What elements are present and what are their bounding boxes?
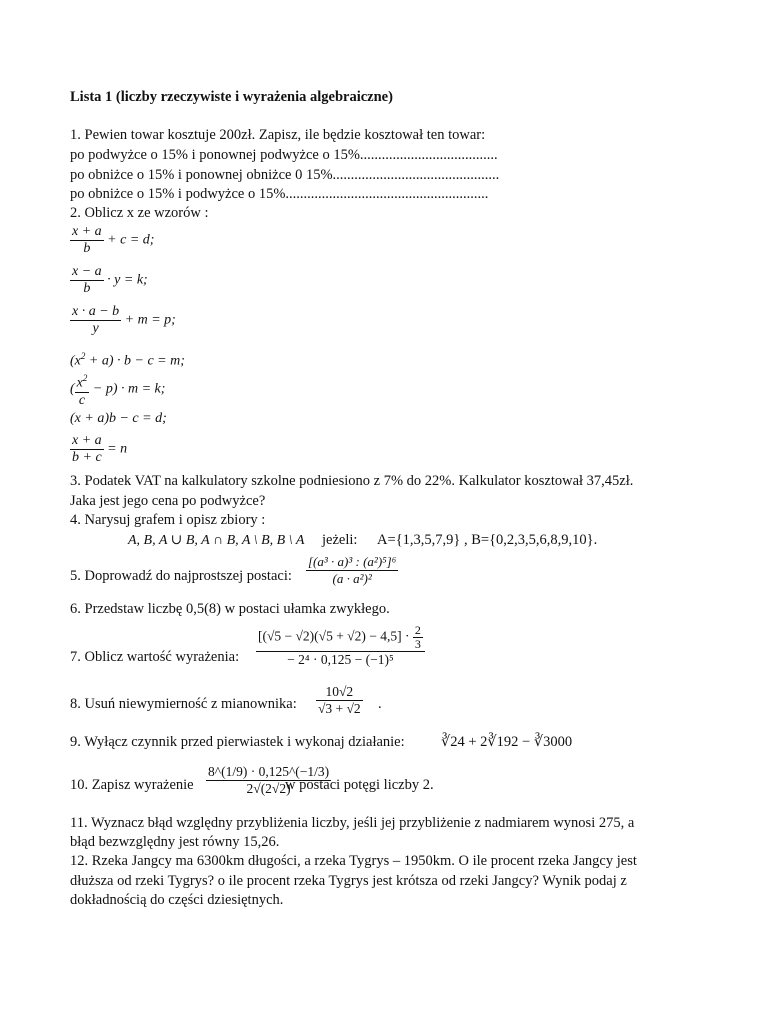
task10-denominator: 2√(2√2) <box>206 780 331 797</box>
task7-denominator: − 2⁴ · 0,125 − (−1)⁵ <box>256 651 425 668</box>
formula-3-numerator: x · a − b <box>72 304 120 319</box>
task10-text-a: 10. Zapisz wyrażenie <box>70 777 194 793</box>
task9-expression: ∛24 + 2∛192 − ∛3000 <box>441 734 573 750</box>
formula-7 <box>70 433 127 466</box>
formula-1 <box>70 224 154 257</box>
formula-2-rest: · y = k; <box>107 272 148 288</box>
formula-5-exponent: 2 <box>82 373 88 383</box>
task10-text-b: w postaci potęgi liczby 2. <box>285 777 434 793</box>
task1-intro: 1. Pewien towar kosztuje 200zł. Zapisz, ile będzie kosztował ten towar: <box>70 127 486 143</box>
formula-4-exponent: 2 <box>80 351 86 361</box>
formula-1-rest: + c = d; <box>107 232 155 248</box>
task4-intro: 4. Narysuj grafem i opisz zbiory : <box>70 512 266 528</box>
task11-line1: 11. Wyznacz błąd względny przybliżenia liczby, jeśli jej przybliżenie z nadmiarem wynosi 275, a <box>70 815 635 831</box>
formula-6: (x + a)b − c = d; <box>70 411 167 426</box>
task1-line2: po obniżce o 15% i ponownej obniżce 0 15%.............................................. <box>70 167 500 183</box>
task12-line3: dokładnością do części dziesiętnych. <box>70 892 284 908</box>
task7-numerator: [(√5 − √2)(√5 + √2) − 4,5] · <box>258 628 410 644</box>
task7-inner-frac-den: 3 <box>414 637 421 651</box>
task5-numerator: [(a³ · a)³ : (a²)⁵]⁶ <box>308 554 397 569</box>
formula-2-numerator: x − a <box>72 264 102 279</box>
task9-text: 9. Wyłącz czynnik przed pierwiastek i wykonaj działanie: <box>70 734 405 750</box>
formula-2 <box>70 264 148 297</box>
task5-denominator: (a · a²)² <box>306 570 398 587</box>
task10-numerator: 8^(1/9) · 0,125^(−1/3) <box>208 764 330 779</box>
page-title: Lista 1 (liczby rzeczywiste i wyrażenia algebraiczne) <box>70 89 393 105</box>
task1-line3: po obniżce o 15% i podwyżce o 15%........................................................ <box>70 186 489 202</box>
task12-line2: dłuższa od rzeki Tygrys? o ile procent rzeka Tygrys jest krótsza od rzeki Jangcy? Wynik podaj z <box>70 873 627 889</box>
formula-5-rest: − p) · m = k; <box>92 381 166 397</box>
formula-3-denominator: y <box>70 320 121 337</box>
task8-expression <box>316 684 363 717</box>
formula-3 <box>70 304 176 337</box>
formula-7-numerator: x + a <box>72 433 102 448</box>
formula-5-denominator: c <box>75 392 90 409</box>
task5-expression <box>306 554 398 587</box>
task2-intro: 2. Oblicz x ze wzorów : <box>70 205 209 221</box>
formula-7-rest: = n <box>107 441 128 457</box>
task11-line2: błąd bezwzględny jest równy 15,26. <box>70 834 280 850</box>
task7-inner-frac-num: 2 <box>414 623 421 637</box>
task4-condition: jeżeli: <box>322 532 358 548</box>
task3-line2: Jaka jest jego cena po podwyżce? <box>70 493 266 509</box>
task8-numerator: 10√2 <box>325 684 354 699</box>
formula-1-numerator: x + a <box>72 224 102 239</box>
task7-expression <box>256 624 425 668</box>
formula-5-numerator: x <box>76 375 83 391</box>
task4-sets: A, B, A ∪ B, A ∩ B, A \ B, B \ A <box>128 533 305 548</box>
formula-4-part-a: (x <box>70 353 81 369</box>
task3-line1: 3. Podatek VAT na kalkulatory szkolne podniesiono z 7% do 22%. Kalkulator kosztował 37,45zł. <box>70 473 634 489</box>
task7-text: 7. Oblicz wartość wyrażenia: <box>70 649 240 665</box>
task8-denominator: √3 + √2 <box>318 701 361 716</box>
task4-values: A={1,3,5,7,9} , B={0,2,3,5,6,8,9,10}. <box>377 532 598 548</box>
formula-5-open-paren: ( <box>70 381 75 397</box>
task5-text: 5. Doprowadź do najprostszej postaci: <box>70 568 292 584</box>
formula-4 <box>70 347 185 371</box>
task4-sets-line <box>128 531 597 550</box>
task8-tail: . <box>378 696 382 712</box>
task1-line1: po podwyżce o 15% i ponownej podwyżce o 15%...................................... <box>70 147 498 163</box>
formula-5 <box>70 370 165 409</box>
task6-text: 6. Przedstaw liczbę 0,5(8) w postaci ułamka zwykłego. <box>70 601 390 617</box>
formula-4-part-b: + a) · b − c = m; <box>88 353 185 369</box>
formula-2-denominator: b <box>70 280 104 297</box>
task12-line1: 12. Rzeka Jangcy ma 6300km długości, a rzeka Tygrys – 1950km. O ile procent rzeka Jangcy jest <box>70 853 637 869</box>
task8-text: 8. Usuń niewymierność z mianownika: <box>70 696 297 712</box>
formula-7-denominator: b + c <box>72 450 102 465</box>
formula-1-denominator: b <box>70 240 104 257</box>
formula-3-rest: + m = p; <box>124 312 176 328</box>
